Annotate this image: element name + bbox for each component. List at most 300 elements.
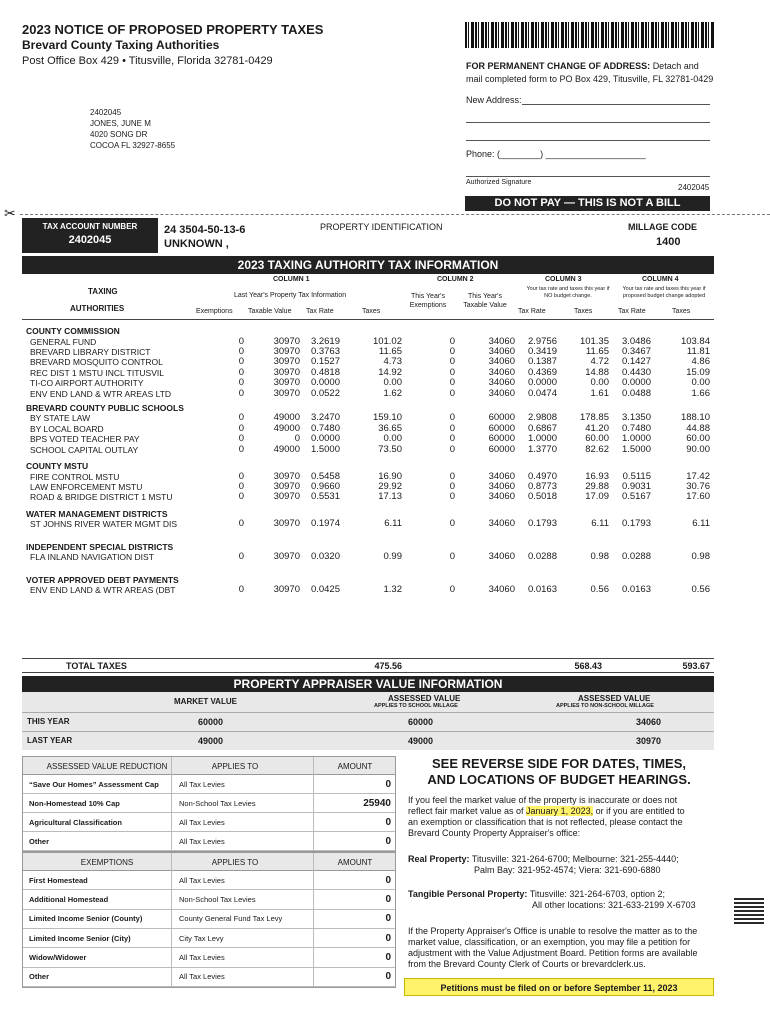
tax-row-value: 2.9808 <box>527 412 557 424</box>
exemptions_tbl-row <box>23 871 395 890</box>
taxing-header: TAXING <box>88 287 118 296</box>
tax-row-value: 30970 <box>273 551 300 563</box>
see-reverse-line-2: AND LOCATIONS OF BUDGET HEARINGS. <box>427 772 691 787</box>
tax-row-value: 0.4818 <box>310 366 340 378</box>
do-not-pay-banner: DO NOT PAY — THIS IS NOT A BILL <box>465 196 710 211</box>
tax-row-value: 6.11 <box>384 518 402 530</box>
exemptions_tbl-row-amount: 0 <box>385 893 391 905</box>
vab-line: market value, classification, or an exemption, you may file a petition for <box>408 937 691 947</box>
tax-row-value: 0.1387 <box>527 356 557 368</box>
office-address: Post Office Box 429 • Titusville, Florida 32781-0429 <box>22 55 273 67</box>
tax-row-value: 0 <box>449 412 455 424</box>
tax-row-value: 34060 <box>488 377 515 389</box>
tax-row-value: 17.42 <box>686 470 710 482</box>
tax-row-authority: GENERAL FUND <box>30 336 97 347</box>
reductions-row-amount: 0 <box>385 778 391 790</box>
tax-row-value: 0 <box>238 412 244 424</box>
column-1-header: COLUMN 1 <box>273 276 310 283</box>
dispute-text-post: or if you are entitled to <box>593 806 685 816</box>
tax-row-value: 0.0000 <box>310 433 340 445</box>
tax-row-value: 30970 <box>273 366 300 378</box>
tax-row-value: 11.81 <box>686 345 710 357</box>
this-years-tv-text: This Year's <box>467 293 503 300</box>
tax-row-value: 82.62 <box>585 443 609 455</box>
tax-row-authority: SCHOOL CAPITAL OUTLAY <box>30 444 139 455</box>
this-years-tv-label <box>460 292 510 310</box>
tax-row-value: 49000 <box>273 422 300 434</box>
tax-row-value: 30970 <box>273 377 300 389</box>
assessed-school-sub: APPLIES TO SCHOOL MILLAGE <box>374 703 458 709</box>
reductions-row-amount: 0 <box>385 835 391 847</box>
tax-row-value: 34060 <box>488 584 515 595</box>
exemptions_tbl-row-label: First Homestead <box>29 875 88 885</box>
tax-row-value: 3.0486 <box>621 335 651 347</box>
dispute-text: reflect fair market value as of <box>408 806 527 816</box>
this-year-assessed-school: 60000 <box>408 717 434 727</box>
taxes-4-header: Taxes <box>672 308 691 315</box>
tax-row-value: 0 <box>238 356 244 368</box>
tax-row-value: 178.85 <box>579 412 609 424</box>
tax-row-value: 0.1793 <box>621 518 651 530</box>
tax-row-value: 0.1527 <box>310 356 340 368</box>
exemptions_tbl-row-applies: City Tax Levy <box>179 933 224 943</box>
tax-row-value: 0.4970 <box>527 470 557 482</box>
tax-row-value: 0.56 <box>590 584 609 595</box>
exemptions_tbl-row <box>23 968 395 987</box>
tax-row-value: 0.4369 <box>527 366 557 378</box>
tax-row-value: 0.00 <box>590 377 609 389</box>
tax-row-value: 34060 <box>488 518 515 530</box>
tax-row-value: 0 <box>238 335 244 347</box>
tax-row-value: 30970 <box>273 356 300 368</box>
tax-row-value: 60000 <box>488 422 515 434</box>
new-address-label: New Address: <box>466 95 522 105</box>
exemptions_tbl-row-applies: All Tax Levies <box>179 952 225 962</box>
total-col3: 568.43 <box>574 661 602 671</box>
exemptions_tbl-row-applies: All Tax Levies <box>179 972 225 982</box>
reductions-h3: AMOUNT <box>337 762 373 771</box>
tax-row-value: 34060 <box>488 335 515 347</box>
tax-row-value: 0.00 <box>383 433 402 445</box>
tangible-property-label: Tangible Personal Property: <box>408 889 528 899</box>
tax-row-value: 0.56 <box>691 584 710 595</box>
tax-row-value: 0 <box>449 491 455 503</box>
reductions-row-applies: Non-School Tax Levies <box>179 798 256 808</box>
tax-rate-header: Tax Rate <box>306 308 334 315</box>
tax-row-authority: BY STATE LAW <box>30 413 91 424</box>
tax-row-value: 34060 <box>488 366 515 378</box>
tax-row-value: 0.9031 <box>621 480 651 492</box>
tax-row-value: 1.62 <box>383 387 402 399</box>
tax-row-value: 0.9660 <box>310 480 340 492</box>
tax-row-value: 0 <box>449 422 455 434</box>
petition-deadline: Petitions must be filed on or before September 11, 2023 <box>404 978 714 996</box>
recipient-block <box>90 107 175 151</box>
tax-row-value: 0 <box>449 345 455 357</box>
tax-row-value: 17.60 <box>686 491 710 503</box>
exemptions_tbl-row <box>23 910 395 929</box>
dispute-line: an exemption or classification that is not reflected, please contact the <box>408 817 683 827</box>
tax-row-value: 0 <box>449 584 455 595</box>
change-address-title: FOR PERMANENT CHANGE OF ADDRESS: <box>466 61 651 71</box>
column-2-header: COLUMN 2 <box>437 276 474 283</box>
signature-account-number: 2402045 <box>678 183 710 192</box>
tax-row-value: 1.0000 <box>527 433 557 445</box>
tax-row-value: 0.7480 <box>310 422 340 434</box>
exemptions_tbl-row-label: Limited Income Senior (City) <box>29 933 131 943</box>
reductions-row <box>23 775 395 794</box>
last-year-assessed-nonschool: 30970 <box>636 736 662 746</box>
signature-line[interactable] <box>466 176 710 177</box>
real-property-line-1 <box>408 854 718 865</box>
tax-row-value: 11.65 <box>378 345 402 357</box>
tax-row-value: 34060 <box>488 480 515 492</box>
tax-row-value: 0.1793 <box>527 518 557 530</box>
tax-row-value: 188.10 <box>680 412 710 424</box>
tax-row-value: 16.93 <box>585 470 609 482</box>
scissors-icon: ✂ <box>4 205 16 221</box>
tax-row-value: 4.72 <box>590 356 609 368</box>
reductions-row-amount: 0 <box>385 816 391 828</box>
tax-row-value: 0.5458 <box>310 470 340 482</box>
tax-row-value: 11.65 <box>585 345 609 357</box>
exemptions-2-label: Exemptions <box>409 302 447 309</box>
tax-row-value: 30970 <box>273 335 300 347</box>
total-col4: 593.67 <box>682 661 710 671</box>
reductions-h2: APPLIES TO <box>211 762 259 771</box>
reductions-row-applies: All Tax Levies <box>179 817 225 827</box>
reductions-row-applies: All Tax Levies <box>179 836 225 846</box>
exemptions_tbl-row <box>23 948 395 967</box>
column-3-note: Your tax rate and taxes this year if NO budget change. <box>526 286 610 299</box>
taxable-value-2-label: Taxable Value <box>463 302 507 309</box>
tax-row-value: 101.02 <box>372 335 402 347</box>
exemptions_tbl-row <box>23 929 395 948</box>
exemptions_tbl-row-label: Additional Homestead <box>29 894 109 904</box>
total-col1: 475.56 <box>374 661 402 671</box>
tax-row-value: 60000 <box>488 433 515 445</box>
tax-row-value: 0.5018 <box>527 491 557 503</box>
column-3-header: COLUMN 3 <box>545 276 582 283</box>
tax-row-value: 0 <box>238 491 244 503</box>
tax-row-value: 29.92 <box>378 480 402 492</box>
postal-marker <box>734 898 764 924</box>
tax-row-value: 41.20 <box>585 422 609 434</box>
last-year-assessed-school: 49000 <box>408 736 434 746</box>
taxable-value-header: Taxable Value <box>248 308 292 315</box>
tax-row-value: 0 <box>449 551 455 563</box>
group-header: VOTER APPROVED DEBT PAYMENTS <box>26 574 179 585</box>
notice-subtitle: Brevard County Taxing Authorities <box>22 38 220 52</box>
tax-row-authority: ENV END LAND & WTR AREAS (DBT <box>30 585 176 595</box>
tax-row-value: 0.0000 <box>621 377 651 389</box>
tax-row-value: 0.99 <box>383 551 402 563</box>
reductions-row <box>23 813 395 832</box>
tax-row-value: 1.5000 <box>621 443 651 455</box>
cut-line <box>20 214 770 215</box>
tax-row-value: 6.11 <box>692 518 710 530</box>
tax-row-authority: ROAD & BRIDGE DISTRICT 1 MSTU <box>30 492 173 503</box>
tax-row-authority: LAW ENFORCEMENT MSTU <box>30 481 143 492</box>
tax-row-value: 60000 <box>488 412 515 424</box>
tax-info-title: 2023 TAXING AUTHORITY TAX INFORMATION <box>22 256 714 274</box>
tax-row-value: 0.0320 <box>310 551 340 563</box>
tax-row-value: 0.0000 <box>527 377 557 389</box>
tax-row-value: 30970 <box>273 480 300 492</box>
real-property-line-2: Palm Bay: 321-952-4574; Viera: 321-690-6880 <box>474 865 661 875</box>
tax-row-authority: ST JOHNS RIVER WATER MGMT DIS <box>30 519 178 530</box>
recipient-line: COCOA FL 32927-8655 <box>90 141 176 150</box>
tax-row-value: 0 <box>238 387 244 399</box>
tax-row-value: 4.73 <box>383 356 402 368</box>
tax-row-value: 0 <box>449 518 455 530</box>
authorized-signature-label: Authorized Signature <box>466 179 532 186</box>
tax-row-value: 2.9756 <box>527 335 557 347</box>
tax-row-value: 44.88 <box>686 422 710 434</box>
tax-row-value: 0.5115 <box>622 470 651 482</box>
tax-row-value: 0 <box>238 518 244 530</box>
tax-row-value: 0 <box>449 470 455 482</box>
column-4-note: Your tax rate and taxes this year if proposed budget change adopted <box>622 286 706 299</box>
this-years-label: This Year's <box>410 293 446 300</box>
tax-row-value: 49000 <box>273 412 300 424</box>
group-header: INDEPENDENT SPECIAL DISTRICTS <box>26 541 174 552</box>
tax-row-value: 0.3467 <box>621 345 651 357</box>
totals-row <box>22 658 714 673</box>
tax-rate-3-header: Tax Rate <box>518 308 546 315</box>
tax-row-value: 0 <box>238 584 244 595</box>
tax-row-authority: BREVARD MOSQUITO CONTROL <box>30 357 163 368</box>
tax-row-value: 16.90 <box>378 470 402 482</box>
exemptions_tbl-row-applies: County General Fund Tax Levy <box>179 914 283 924</box>
tax-row-value: 1.61 <box>590 387 609 399</box>
tax-row-value: 103.84 <box>680 335 710 347</box>
tax-row-value: 0 <box>294 433 300 445</box>
exemptions_tbl-h1: EXEMPTIONS <box>80 858 134 867</box>
real-property-label: Real Property: <box>408 854 470 864</box>
column-4-header: COLUMN 4 <box>642 276 679 283</box>
tax-row-value: 3.1350 <box>621 412 651 424</box>
tax-row-value: 30970 <box>273 518 300 530</box>
change-address-note <box>466 60 713 86</box>
this-years-exemptions-label <box>406 292 450 310</box>
tax-row-value: 4.86 <box>691 356 710 368</box>
tax-row-value: 30970 <box>273 584 300 595</box>
tax-row-value: 30970 <box>273 345 300 357</box>
tax-row-value: 0.98 <box>691 551 710 563</box>
tax-row-value: 0.4430 <box>621 366 651 378</box>
exemptions_tbl-h2: APPLIES TO <box>211 858 259 867</box>
tangible-line-1 <box>408 889 718 900</box>
tax-row-value: 0.0000 <box>310 377 340 389</box>
recipient-line: 4020 SONG DR <box>90 130 148 139</box>
new-address-line-1[interactable] <box>522 104 710 105</box>
tax-row-value: 30970 <box>273 387 300 399</box>
tax-row-value: 0 <box>238 377 244 389</box>
dispute-line-2 <box>408 806 718 817</box>
tax-row-value: 0.5531 <box>310 491 340 503</box>
exemptions_tbl-row-applies: All Tax Levies <box>179 875 225 885</box>
see-reverse-notice <box>404 756 714 788</box>
group-header: BREVARD COUNTY PUBLIC SCHOOLS <box>26 402 184 413</box>
recipient-line: 2402045 <box>90 108 122 117</box>
assessed-nonschool-sub: APPLIES TO NON-SCHOOL MILLAGE <box>556 703 654 709</box>
tax-row-value: 30.76 <box>686 480 710 492</box>
tax-row-value: 0.0522 <box>310 387 340 399</box>
tax-row-value: 0.5167 <box>621 491 651 503</box>
dispute-line: If you feel the market value of the property is inaccurate or does not <box>408 795 678 805</box>
tax-row-value: 0 <box>449 433 455 445</box>
tax-row-value: 30970 <box>273 470 300 482</box>
millage-code-value: 1400 <box>656 236 681 248</box>
tax-row-value: 0.0425 <box>310 584 340 595</box>
tax-row-value: 0.8773 <box>527 480 557 492</box>
tax-row-value: 0 <box>449 335 455 347</box>
exemptions_tbl-row-amount: 0 <box>385 874 391 886</box>
tax-row-authority: FLA INLAND NAVIGATION DIST <box>30 552 154 563</box>
exemptions_tbl-divider <box>171 853 172 987</box>
tax-row-value: 17.13 <box>378 491 402 503</box>
tax-row-value: 0.3763 <box>310 345 340 357</box>
appraiser-table <box>22 692 714 750</box>
group-header: COUNTY COMMISSION <box>26 326 120 336</box>
tax-row-value: 17.09 <box>585 491 609 503</box>
reductions-row-label: Agricultural Classification <box>29 817 122 827</box>
new-address-line-3[interactable] <box>466 140 710 141</box>
exemptions_tbl-row-label: Widow/Widower <box>29 952 87 962</box>
tax-row-authority: BPS VOTED TEACHER PAY <box>30 434 140 445</box>
reductions-header-row <box>23 757 395 775</box>
tax-row-value: 0.0288 <box>527 551 557 563</box>
last-year-row <box>22 731 714 750</box>
tax-row-value: 0.0288 <box>621 551 651 563</box>
exemptions_tbl-row <box>23 890 395 909</box>
tax-row-value: 3.2470 <box>310 412 340 424</box>
tax-row-value: 0.0163 <box>527 584 557 595</box>
vab-line: If the Property Appraiser's Office is unable to resolve the matter as to the <box>408 926 698 936</box>
vab-paragraph <box>408 926 718 970</box>
tax-table-body <box>22 322 714 658</box>
total-taxes-label: TOTAL TAXES <box>66 661 127 671</box>
tax-row-value: 0 <box>238 433 244 445</box>
reductions-row-applies: All Tax Levies <box>179 779 225 789</box>
tax-row-value: 14.88 <box>585 366 609 378</box>
tax-row-value: 1.5000 <box>310 443 340 455</box>
assessment-date-highlight: January 1, 2023, <box>526 806 594 816</box>
this-year-row <box>22 712 714 731</box>
tax-row-value: 90.00 <box>686 443 710 455</box>
tax-row-value: 60000 <box>488 443 515 455</box>
last-year-label: LAST YEAR <box>27 736 73 745</box>
tax-row-value: 0 <box>238 443 244 455</box>
tax-row-value: 1.0000 <box>621 433 651 445</box>
property-unknown: UNKNOWN , <box>164 238 229 250</box>
tax-row-value: 29.88 <box>585 480 609 492</box>
tax-row-authority: FIRE CONTROL MSTU <box>30 471 120 482</box>
tax-row-value: 0.00 <box>691 377 710 389</box>
reductions-h1: ASSESSED VALUE REDUCTION <box>46 762 168 771</box>
tax-row-authority: ENV END LAND & WTR AREAS LTD <box>30 388 172 399</box>
exemptions-table <box>22 852 396 988</box>
tax-row-value: 0 <box>449 443 455 455</box>
tax-row-value: 0 <box>238 366 244 378</box>
tax-row-value: 0 <box>449 387 455 399</box>
this-year-market: 60000 <box>198 717 224 727</box>
reductions-row-label: Non-Homestead 10% Cap <box>29 798 120 808</box>
notice-title: 2023 NOTICE OF PROPOSED PROPERTY TAXES <box>22 22 324 37</box>
tax-row-value: 0.6867 <box>527 422 557 434</box>
change-address-text: Detach and <box>652 61 699 71</box>
tax-row-authority: REC DIST 1 MSTU INCL TITUSVIL <box>30 367 164 378</box>
tax-row-value: 1.32 <box>383 584 402 595</box>
tax-row-value: 34060 <box>488 387 515 399</box>
change-address-text-2: mail completed form to PO Box 429, Titusville, FL 32781-0429 <box>466 74 714 84</box>
tangible-property-contacts <box>408 889 718 911</box>
tax-row-value: 0 <box>449 377 455 389</box>
exemptions_tbl-row-amount: 0 <box>385 951 391 963</box>
tax-row-authority: BREVARD LIBRARY DISTRICT <box>30 346 151 357</box>
assessed-nonschool-header: ASSESSED VALUE <box>578 694 651 703</box>
parcel-id: 24 3504-50-13-6 <box>164 224 246 236</box>
reductions-row-amount: 25940 <box>363 797 391 809</box>
tax-account-number: 2402045 <box>68 234 112 246</box>
tax-row-value: 101.35 <box>579 335 609 347</box>
tax-row-value: 15.09 <box>686 366 710 378</box>
tax-row-value: 0.7480 <box>621 422 651 434</box>
tax-row-value: 0 <box>238 422 244 434</box>
tax-row-value: 0 <box>238 551 244 563</box>
tax-row-value: 0.3419 <box>527 345 557 357</box>
tax-row-value: 0.1427 <box>621 356 651 368</box>
phone-field[interactable]: Phone: (________) ____________________ <box>466 149 646 159</box>
tax-row-value: 49000 <box>273 443 300 455</box>
tax-row-value: 0 <box>238 470 244 482</box>
this-year-label: THIS YEAR <box>27 717 70 726</box>
barcode <box>465 22 715 48</box>
market-value-header: MARKET VALUE <box>174 697 237 706</box>
tax-row-value: 1.66 <box>691 387 710 399</box>
tax-row-value: 34060 <box>488 356 515 368</box>
taxes-header: Taxes <box>362 308 381 315</box>
new-address-line-2[interactable] <box>466 122 710 123</box>
taxes-3-header: Taxes <box>574 308 593 315</box>
tangible-line-2: All other locations: 321-633-2199 X-6703 <box>532 900 696 910</box>
tax-row-value: 0.1974 <box>310 518 340 530</box>
reductions-row-label: Other <box>29 836 50 846</box>
reductions-row <box>23 794 395 813</box>
tax-table-header <box>22 274 714 320</box>
tax-row-value: 73.50 <box>378 443 402 455</box>
exemptions_tbl-row-amount: 0 <box>385 913 391 925</box>
exemptions_tbl-row-label: Limited Income Senior (County) <box>29 914 143 924</box>
exemptions_tbl-h3: AMOUNT <box>337 858 373 867</box>
tax-row-value: 0 <box>238 480 244 492</box>
tax-row-value: 6.11 <box>591 518 609 530</box>
tax-row-value: 34060 <box>488 491 515 503</box>
dispute-paragraph <box>408 795 718 839</box>
exemptions_tbl-row-applies: Non-School Tax Levies <box>179 894 256 904</box>
tax-row-value: 36.65 <box>378 422 402 434</box>
last-years-label: Last Year's Property Tax Information <box>234 292 347 299</box>
tax-rate-4-header: Tax Rate <box>618 308 646 315</box>
real-property-phones-1: Titusville: 321-264-6700; Melbourne: 321-255-4440; <box>471 854 679 864</box>
tax-account-box <box>22 218 158 253</box>
dispute-line: Brevard County Property Appraiser's office: <box>408 828 581 838</box>
recipient-line: JONES, JUNE M <box>90 119 151 128</box>
tax-row-value: 0.98 <box>590 551 609 563</box>
reductions-row-label: “Save Our Homes” Assessment Cap <box>29 779 159 789</box>
tax-row-value: 34060 <box>488 551 515 563</box>
